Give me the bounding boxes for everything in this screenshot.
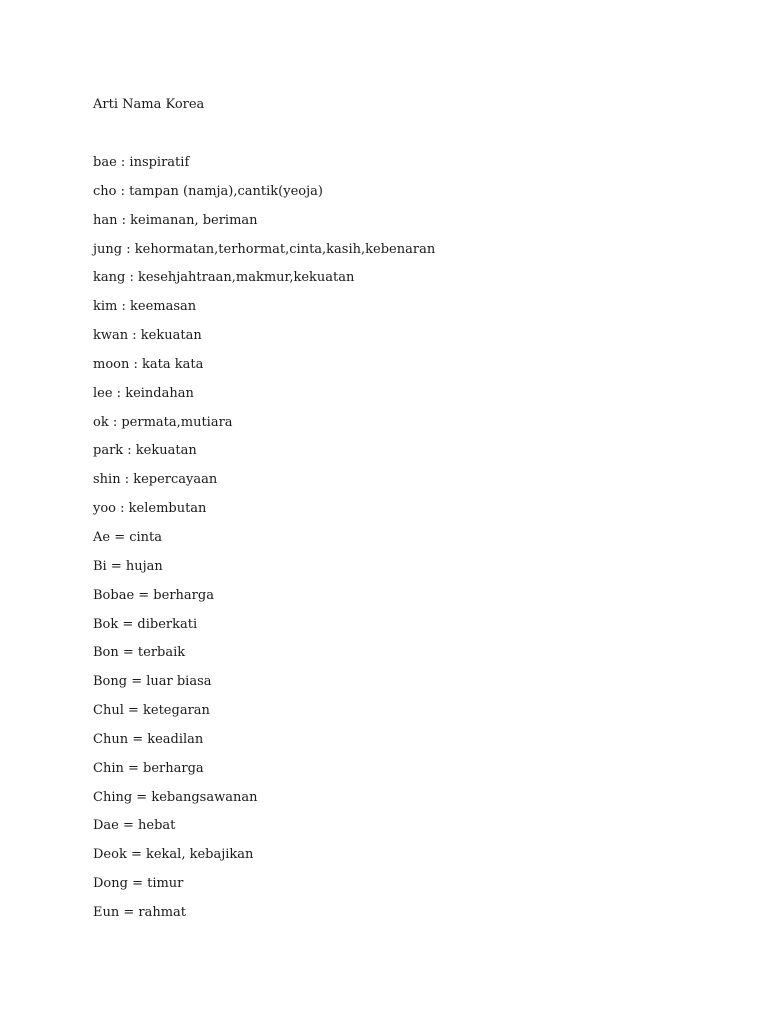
list-item: Bok = diberkati <box>93 616 198 632</box>
list-item: kwan : kekuatan <box>93 328 202 344</box>
list-item: Dong = timur <box>93 876 184 892</box>
list-item: Bon = terbaik <box>93 645 186 661</box>
list-item: moon : kata kata <box>93 356 204 372</box>
list-item: Bobae = berharga <box>93 587 214 603</box>
list-item: bae : inspiratif <box>93 155 190 170</box>
list-item: Deok = kekal, kebajikan <box>93 847 254 863</box>
list-item: lee : keindahan <box>93 385 194 401</box>
list-item: Chun = keadilan <box>93 731 204 747</box>
list-item: Bi = hujan <box>93 558 163 574</box>
list-item: shin : kepercayaan <box>93 472 218 488</box>
list-item: cho : tampan (namja),cantik(yeoja) <box>93 183 323 199</box>
list-item: kang : kesehjahtraan,makmur,kekuatan <box>93 270 355 286</box>
list-item: jung : kehormatan,terhormat,cinta,kasih,kebenaran <box>93 241 436 257</box>
list-item: Chul = ketegaran <box>93 703 210 719</box>
list-item: kim : keemasan <box>93 299 197 315</box>
list-item: park : kekuatan <box>93 443 197 459</box>
document-title: Arti Nama Korea <box>93 97 205 112</box>
list-item: yoo : kelembutan <box>93 501 207 517</box>
list-item: Ae = cinta <box>93 529 163 545</box>
list-item: Chin = berharga <box>93 760 204 776</box>
list-item: Ching = kebangsawanan <box>93 789 258 805</box>
list-item: Eun = rahmat <box>93 904 187 920</box>
list-item: han : keimanan, beriman <box>93 212 258 228</box>
list-item: ok : permata,mutiara <box>93 414 233 430</box>
name-meaning-list <box>93 153 435 932</box>
list-item: Dae = hebat <box>93 818 176 834</box>
list-item: Bong = luar biasa <box>93 674 212 690</box>
